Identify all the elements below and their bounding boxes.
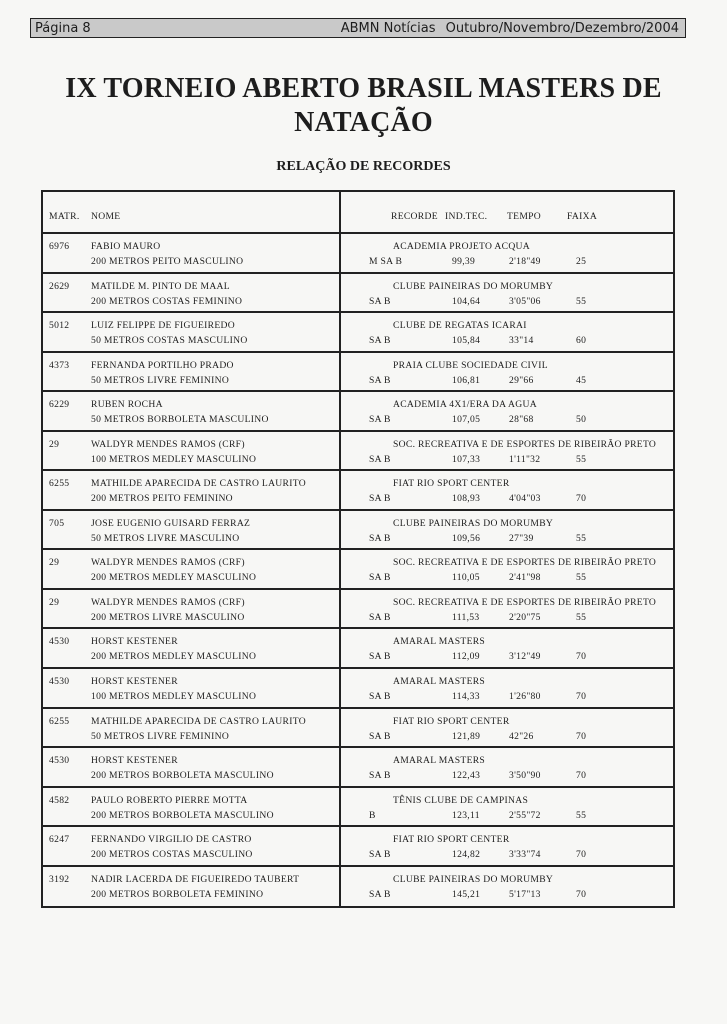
record-cell [341, 471, 673, 509]
record-type: SA B [369, 295, 391, 307]
page-subtitle: RELAÇÃO DE RECORDES [276, 159, 451, 174]
ind-tec-value: 114,33 [452, 691, 480, 703]
matr-value: 705 [49, 517, 65, 529]
ind-tec-value: 107,05 [452, 414, 481, 426]
event-name: 50 METROS LIVRE MASCULINO [91, 532, 240, 544]
table-row [43, 788, 673, 828]
record-cell [341, 392, 673, 430]
ind-tec-value: 107,33 [452, 453, 481, 465]
time-value: 33"14 [509, 335, 534, 347]
time-value: 29"66 [509, 374, 534, 386]
record-cell [341, 274, 673, 312]
table-header [43, 192, 673, 234]
record-cell [341, 867, 673, 907]
club-name: CLUBE PAINEIRAS DO MORUMBY [393, 873, 554, 885]
event-name: 50 METROS COSTAS MASCULINO [91, 335, 248, 347]
ind-tec-value: 145,21 [452, 888, 481, 900]
athlete-cell [43, 392, 341, 430]
record-type: SA B [369, 453, 391, 465]
athlete-name: HORST KESTENER [91, 676, 178, 688]
athlete-name: NADIR LACERDA DE FIGUEIREDO TAUBERT [91, 873, 300, 885]
event-name: 200 METROS COSTAS MASCULINO [91, 849, 253, 861]
ind-tec-value: 105,84 [452, 335, 481, 347]
ind-tec-value: 108,93 [452, 493, 481, 505]
time-value: 42"26 [509, 730, 534, 742]
age-group-value: 55 [576, 611, 587, 623]
ind-tec-value: 121,89 [452, 730, 481, 742]
record-type: SA B [369, 532, 391, 544]
record-cell [341, 313, 673, 351]
athlete-cell [43, 827, 341, 865]
ind-tec-value: 109,56 [452, 532, 481, 544]
ind-tec-value: 104,64 [452, 295, 481, 307]
record-type: SA B [369, 770, 391, 782]
athlete-name: FABIO MAURO [91, 241, 161, 252]
athlete-cell [43, 629, 341, 667]
athlete-name: FERNANDO VIRGILIO DE CASTRO [91, 834, 252, 846]
table-row [43, 353, 673, 393]
col-matr: MATR. [49, 211, 80, 222]
age-group-value: 55 [576, 809, 587, 821]
athlete-cell [43, 669, 341, 707]
event-name: 50 METROS BORBOLETA MASCULINO [91, 414, 269, 426]
age-group-value: 70 [576, 849, 587, 861]
matr-value: 6247 [49, 834, 70, 846]
table-row [43, 432, 673, 472]
club-name: AMARAL MASTERS [393, 676, 486, 688]
athlete-name: LUIZ FELIPPE DE FIGUEIREDO [91, 320, 235, 332]
record-cell [341, 669, 673, 707]
record-type: SA B [369, 414, 391, 426]
record-type: SA B [369, 374, 391, 386]
athlete-cell [43, 274, 341, 312]
time-value: 4'04"03 [509, 493, 541, 505]
age-group-value: 55 [576, 532, 587, 544]
event-name: 200 METROS BORBOLETA FEMININO [91, 888, 264, 900]
time-value: 3'50"90 [509, 770, 541, 782]
ind-tec-value: 106,81 [452, 374, 481, 386]
club-name: CLUBE PAINEIRAS DO MORUMBY [393, 280, 554, 292]
publication-name: ABMN Notícias [340, 20, 436, 36]
record-type: SA B [369, 888, 391, 900]
event-name: 200 METROS PEITO MASCULINO [91, 256, 244, 267]
table-body [43, 234, 673, 906]
record-cell [341, 709, 673, 747]
time-value: 27"39 [509, 532, 534, 544]
matr-value: 6976 [49, 241, 70, 252]
issue-date: Outubro/Novembro/Dezembro/2004 [445, 20, 679, 36]
record-cell [341, 511, 673, 549]
athlete-cell [43, 234, 341, 272]
athlete-cell [43, 313, 341, 351]
record-cell [341, 827, 673, 865]
club-name: ACADEMIA PROJETO ACQUA [393, 241, 531, 252]
col-nome: NOME [91, 211, 121, 222]
page-number: Página 8 [35, 20, 91, 36]
record-cell [341, 353, 673, 391]
time-value: 3'33"74 [509, 849, 541, 861]
matr-value: 5012 [49, 320, 70, 332]
athlete-cell [43, 353, 341, 391]
age-group-value: 70 [576, 888, 587, 900]
record-type: SA B [369, 335, 391, 347]
athlete-cell [43, 709, 341, 747]
matr-value: 6229 [49, 399, 70, 411]
age-group-value: 45 [576, 374, 587, 386]
age-group-value: 55 [576, 295, 587, 307]
time-value: 2'55"72 [509, 809, 541, 821]
athlete-name: WALDYR MENDES RAMOS (CRF) [91, 557, 245, 569]
col-ind-tec: IND.TEC. [445, 211, 488, 222]
age-group-value: 70 [576, 493, 587, 505]
col-tempo: TEMPO [507, 211, 542, 222]
athlete-name: RUBEN ROCHA [91, 399, 163, 411]
record-cell [341, 550, 673, 588]
record-type: B [369, 809, 376, 821]
event-name: 50 METROS LIVRE FEMININO [91, 374, 230, 386]
record-cell [341, 234, 673, 272]
table-row [43, 274, 673, 314]
athlete-name: FERNANDA PORTILHO PRADO [91, 359, 234, 371]
age-group-value: 50 [576, 414, 587, 426]
table-row [43, 629, 673, 669]
age-group-value: 70 [576, 730, 587, 742]
table-row [43, 709, 673, 749]
age-group-value: 70 [576, 770, 587, 782]
page-header [30, 18, 686, 38]
age-group-value: 70 [576, 651, 587, 663]
records-table [41, 190, 675, 908]
table-row [43, 748, 673, 788]
header-right [341, 192, 673, 232]
event-name: 100 METROS MEDLEY MASCULINO [91, 691, 257, 703]
matr-value: 29 [49, 557, 60, 569]
header-right [341, 21, 685, 36]
table-row [43, 313, 673, 353]
age-group-value: 55 [576, 572, 587, 584]
col-faixa: FAIXA [567, 211, 598, 222]
matr-value: 6255 [49, 478, 70, 490]
time-value: 3'12"49 [509, 651, 541, 663]
table-row [43, 669, 673, 709]
event-name: 200 METROS BORBOLETA MASCULINO [91, 770, 274, 782]
record-type: M SA B [369, 256, 403, 267]
athlete-name: WALDYR MENDES RAMOS (CRF) [91, 596, 245, 608]
record-type: SA B [369, 651, 391, 663]
record-type: SA B [369, 493, 391, 505]
ind-tec-value: 123,11 [452, 809, 480, 821]
athlete-name: PAULO ROBERTO PIERRE MOTTA [91, 794, 248, 806]
matr-value: 6255 [49, 715, 70, 727]
ind-tec-value: 112,09 [452, 651, 480, 663]
athlete-name: HORST KESTENER [91, 636, 178, 648]
time-value: 5'17"13 [509, 888, 541, 900]
athlete-name: JOSE EUGENIO GUISARD FERRAZ [91, 517, 251, 529]
event-name: 100 METROS MEDLEY MASCULINO [91, 453, 257, 465]
event-name: 50 METROS LIVRE FEMININO [91, 730, 230, 742]
athlete-name: HORST KESTENER [91, 755, 178, 767]
matr-value: 3192 [49, 873, 70, 885]
header-left [43, 192, 341, 232]
table-row [43, 471, 673, 511]
club-name: ACADEMIA 4X1/ERA DA AGUA [393, 399, 537, 411]
club-name: SOC. RECREATIVA E DE ESPORTES DE RIBEIRÃO PRETO [393, 438, 657, 450]
event-name: 200 METROS COSTAS FEMININO [91, 295, 243, 307]
col-recorde: RECORDE [391, 211, 438, 222]
age-group-value: 60 [576, 335, 587, 347]
ind-tec-value: 111,53 [452, 611, 480, 623]
table-row [43, 550, 673, 590]
ind-tec-value: 122,43 [452, 770, 481, 782]
matr-value: 4582 [49, 794, 70, 806]
club-name: FIAT RIO SPORT CENTER [393, 478, 510, 490]
age-group-value: 25 [576, 256, 587, 267]
club-name: PRAIA CLUBE SOCIEDADE CIVIL [393, 359, 548, 371]
time-value: 1'26"80 [509, 691, 541, 703]
table-row [43, 590, 673, 630]
athlete-name: WALDYR MENDES RAMOS (CRF) [91, 438, 245, 450]
club-name: TÊNIS CLUBE DE CAMPINAS [393, 794, 529, 806]
record-cell [341, 590, 673, 628]
club-name: SOC. RECREATIVA E DE ESPORTES DE RIBEIRÃO PRETO [393, 596, 657, 608]
record-type: SA B [369, 730, 391, 742]
record-type: SA B [369, 572, 391, 584]
athlete-cell [43, 867, 341, 907]
athlete-cell [43, 432, 341, 470]
time-value: 28"68 [509, 414, 534, 426]
matr-value: 4530 [49, 755, 70, 767]
record-type: SA B [369, 691, 391, 703]
club-name: AMARAL MASTERS [393, 755, 486, 767]
table-row [43, 392, 673, 432]
event-name: 200 METROS MEDLEY MASCULINO [91, 572, 257, 584]
event-name: 200 METROS MEDLEY MASCULINO [91, 651, 257, 663]
athlete-name: MATILDE M. PINTO DE MAAL [91, 280, 230, 292]
record-cell [341, 748, 673, 786]
time-value: 2'41"98 [509, 572, 541, 584]
matr-value: 2629 [49, 280, 70, 292]
matr-value: 4373 [49, 359, 70, 371]
club-name: AMARAL MASTERS [393, 636, 486, 648]
record-cell [341, 432, 673, 470]
time-value: 1'11"32 [509, 453, 541, 465]
table-row [43, 234, 673, 274]
matr-value: 4530 [49, 636, 70, 648]
ind-tec-value: 110,05 [452, 572, 480, 584]
club-name: FIAT RIO SPORT CENTER [393, 834, 510, 846]
ind-tec-value: 99,39 [452, 256, 476, 267]
time-value: 2'18"49 [509, 256, 541, 267]
matr-value: 4530 [49, 676, 70, 688]
ind-tec-value: 124,82 [452, 849, 481, 861]
page-title: IX TORNEIO ABERTO BRASIL MASTERS DE NATAÇÃO [65, 73, 662, 138]
record-cell [341, 629, 673, 667]
club-name: CLUBE PAINEIRAS DO MORUMBY [393, 517, 554, 529]
record-type: SA B [369, 611, 391, 623]
athlete-cell [43, 471, 341, 509]
record-type: SA B [369, 849, 391, 861]
event-name: 200 METROS BORBOLETA MASCULINO [91, 809, 274, 821]
table-row [43, 511, 673, 551]
record-cell [341, 788, 673, 826]
club-name: CLUBE DE REGATAS ICARAI [393, 320, 527, 332]
table-row [43, 867, 673, 907]
matr-value: 29 [49, 596, 60, 608]
table-row [43, 827, 673, 867]
time-value: 3'05"06 [509, 295, 541, 307]
time-value: 2'20"75 [509, 611, 541, 623]
event-name: 200 METROS LIVRE MASCULINO [91, 611, 245, 623]
athlete-cell [43, 788, 341, 826]
club-name: SOC. RECREATIVA E DE ESPORTES DE RIBEIRÃO PRETO [393, 557, 657, 569]
athlete-name: MATHILDE APARECIDA DE CASTRO LAURITO [91, 715, 306, 727]
age-group-value: 55 [576, 453, 587, 465]
athlete-cell [43, 590, 341, 628]
athlete-name: MATHILDE APARECIDA DE CASTRO LAURITO [91, 478, 306, 490]
athlete-cell [43, 511, 341, 549]
event-name: 200 METROS PEITO FEMININO [91, 493, 233, 505]
athlete-cell [43, 550, 341, 588]
age-group-value: 70 [576, 691, 587, 703]
athlete-cell [43, 748, 341, 786]
matr-value: 29 [49, 438, 60, 450]
club-name: FIAT RIO SPORT CENTER [393, 715, 510, 727]
